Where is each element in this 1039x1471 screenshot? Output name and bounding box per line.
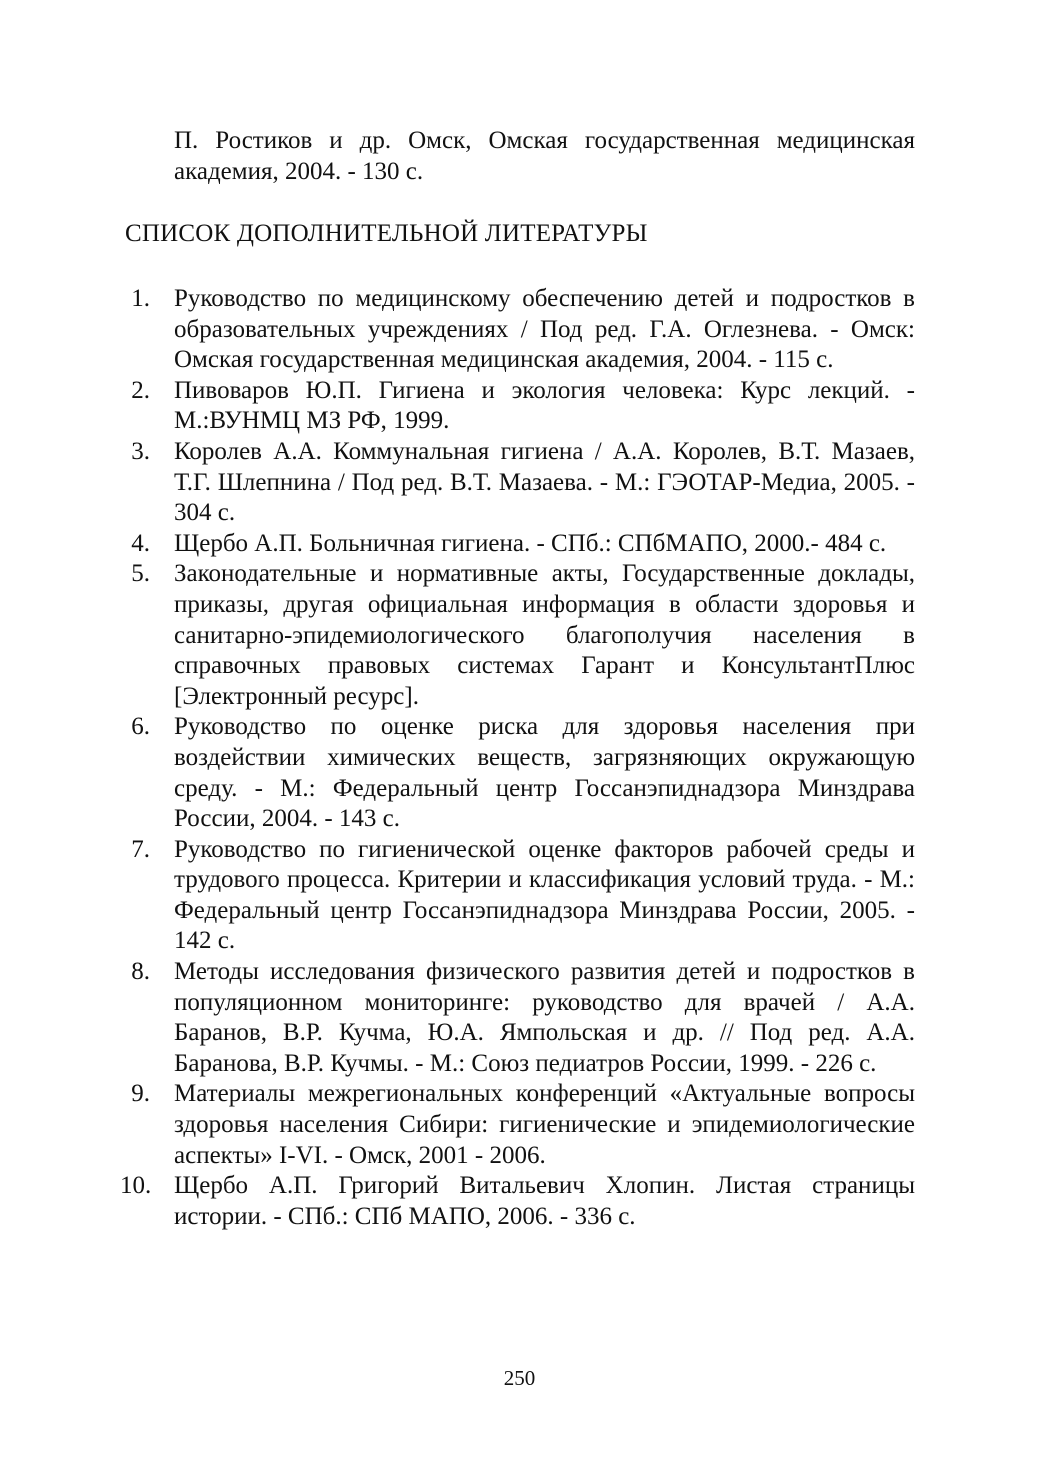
reference-item-7 (120, 835, 915, 957)
reference-number: 9. (131, 1080, 150, 1108)
reference-text: Королев А.А. Коммунальная гигиена / А.А. Королев, В.Т. Мазаев, Т.Г. Шлепнина / Под ред. В.Т. Мазаева. - М.: ГЭОТАР-Медиа, 2005. - 304 с. (174, 437, 915, 527)
reference-number: 8. (131, 958, 150, 986)
reference-text: Руководство по гигиенической оценке факторов рабочей среды и трудового процесса. Критерии и классификация условий труда. - М.: Федеральный центр Госсанэпиднадзора Минздрава России, 2005. - 142 с. (174, 835, 915, 955)
reference-number: 3. (131, 437, 150, 465)
reference-item-4 (120, 529, 915, 560)
reference-text: Пивоваров Ю.П. Гигиена и экология человека: Курс лекций. - М.:ВУНМЦ МЗ РФ, 1999. (174, 376, 915, 435)
reference-number: 10. (120, 1172, 152, 1200)
reference-number: 7. (131, 835, 150, 863)
reference-number: 6. (131, 713, 150, 741)
reference-item-8 (120, 957, 915, 1079)
reference-text: Материалы межрегиональных конференций «Актуальные вопросы здоровья населения Сибири: гигиенические и эпидемиологические аспекты» I-VI. - Омск, 2001 - 2006. (174, 1080, 915, 1169)
page-number: 250 (503, 1366, 536, 1390)
reference-text: Щербо А.П. Григорий Витальевич Хлопин. Листая страницы истории. - СПб.: СПб МАПО, 2006. - 336 с. (174, 1172, 915, 1230)
reference-number: 4. (131, 529, 150, 557)
reference-number: 5. (131, 560, 150, 588)
reference-number: 1. (131, 285, 150, 312)
reference-text: Методы исследования физического развития детей и подростков в популяционном мониторинге: руководство для врачей / А.А. Баранов, В.Р. Кучма, Ю.А. Ямпольская и др. // Под ред. А.А. Баранова, В.Р. Кучмы. - М.: Союз педиатров России, 1999. - 226 с. (174, 958, 915, 1077)
reference-item-6 (120, 712, 915, 834)
reference-list (120, 284, 915, 1232)
reference-item-5 (120, 559, 915, 712)
section-heading: СПИСОК ДОПОЛНИТЕЛЬНОЙ ЛИТЕРАТУРЫ (125, 220, 648, 247)
reference-text: Руководство по медицинскому обеспечению детей и подростков в образовательных учреждениях / Под ред. Г.А. Оглезнева. - Омск: Омская государственная медицинская академия, 2004. - 115 с. (174, 285, 915, 374)
reference-item-1 (120, 284, 915, 376)
reference-item-9 (120, 1079, 915, 1171)
reference-text: Руководство по оценке риска для здоровья населения при воздействии химических веществ, загрязняющих окружающую среду. - М.: Федеральный центр Госсанэпиднадзора Минздрава России, 2004. - 143 с. (174, 713, 915, 833)
reference-number: 2. (131, 376, 150, 404)
reference-text: Законодательные и нормативные акты, Государственные доклады, приказы, другая официальная информация в области здоровья и санитарно-эпидемиологического благополучия населения в справочных правовых системах Гарант и КонсультантПлюс [Электронный ресурс]. (174, 560, 915, 710)
reference-item-2 (120, 376, 915, 437)
reference-text: Щербо А.П. Больничная гигиена. - СПб.: СПбМАПО, 2000.- 484 с. (174, 529, 887, 557)
reference-item-10 (120, 1171, 915, 1232)
continuation-paragraph: П. Ростиков и др. Омск, Омская государственная медицинская академия, 2004. - 130 с. (174, 127, 915, 185)
reference-item-3 (120, 437, 915, 529)
